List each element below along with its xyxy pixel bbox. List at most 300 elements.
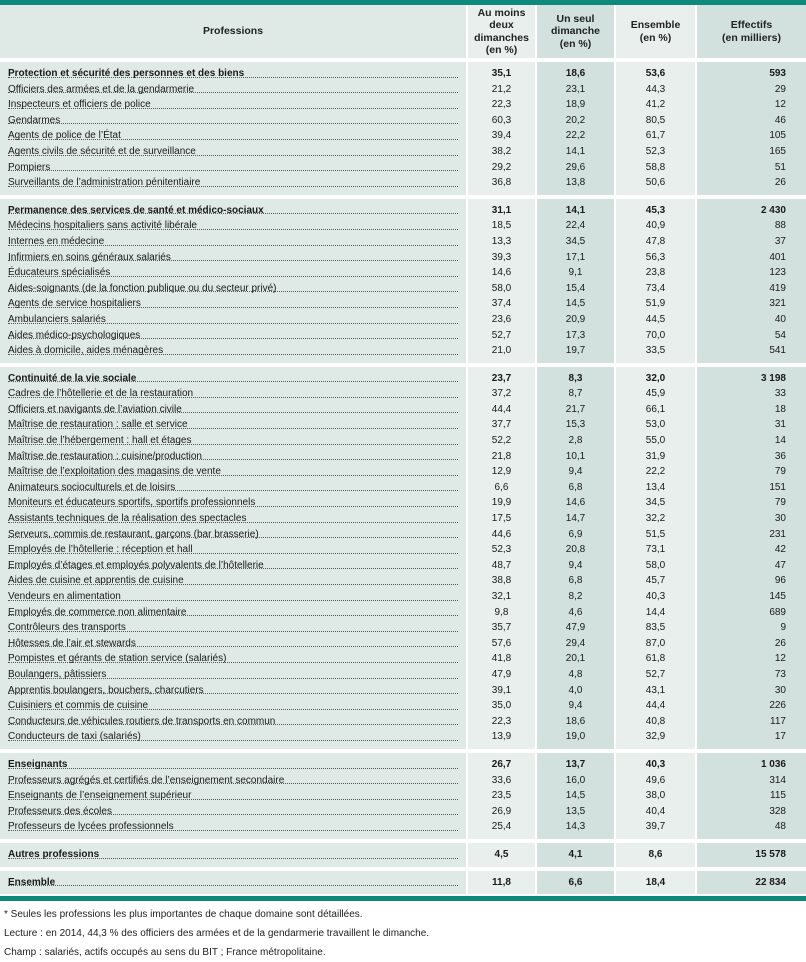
group-total-label bbox=[0, 757, 466, 773]
value-ensemble: 40,4 bbox=[645, 805, 666, 817]
profession-label bbox=[0, 160, 466, 176]
value-one-sunday: 13,7 bbox=[565, 758, 586, 770]
value-two-sundays: 60,3 bbox=[491, 114, 512, 126]
label-leader bbox=[8, 480, 458, 496]
value-ensemble: 31,9 bbox=[645, 450, 666, 462]
value-one-sunday: 22,2 bbox=[565, 130, 586, 142]
value-one-sunday: 29,6 bbox=[565, 161, 586, 173]
label-text: Cuisiniers et commis de cuisine bbox=[8, 700, 149, 712]
header-professions: Professions bbox=[0, 5, 468, 58]
label-text: Agents civils de sécurité et de surveillance bbox=[8, 145, 196, 157]
value-two-sundays: 37,2 bbox=[491, 388, 512, 400]
label-leader bbox=[8, 328, 458, 344]
header-ensemble-line1: Ensemble bbox=[630, 19, 681, 31]
label-leader bbox=[8, 667, 458, 683]
value-effectifs: 314 bbox=[769, 774, 786, 786]
profession-label bbox=[0, 788, 466, 804]
label-leader bbox=[8, 66, 458, 82]
value-one-sunday: 14,5 bbox=[565, 298, 586, 310]
value-effectifs: 226 bbox=[769, 700, 786, 712]
value-ensemble: 22,2 bbox=[645, 466, 666, 478]
table-group bbox=[0, 753, 806, 839]
profession-label bbox=[0, 218, 466, 234]
value-effectifs: 46 bbox=[774, 114, 786, 126]
label-text: Pompistes et gérants de station service (salariés) bbox=[8, 653, 227, 665]
value-one-sunday: 14,3 bbox=[565, 821, 586, 833]
value-effectifs: 541 bbox=[769, 345, 786, 357]
profession-label bbox=[0, 495, 466, 511]
label-text: Vendeurs en alimentation bbox=[8, 591, 121, 602]
value-one-sunday: 13,5 bbox=[565, 805, 586, 817]
label-text: Aides-soignants (de la fonction publique ou du secteur privé) bbox=[8, 282, 277, 294]
profession-label bbox=[0, 97, 466, 113]
column-two-sundays bbox=[468, 367, 537, 749]
value-one-sunday: 9,4 bbox=[568, 466, 583, 478]
column-two-sundays bbox=[468, 871, 537, 895]
label-leader bbox=[8, 312, 458, 328]
value-two-sundays: 39,1 bbox=[491, 684, 512, 696]
column-two-sundays bbox=[468, 199, 537, 363]
group-total-label bbox=[0, 847, 466, 863]
label-leader bbox=[8, 495, 458, 511]
header-two-sundays-line2: dimanches bbox=[474, 31, 529, 44]
label-leader bbox=[8, 97, 458, 113]
value-ensemble: 51,9 bbox=[645, 298, 666, 310]
label-leader bbox=[8, 417, 458, 433]
profession-label bbox=[0, 636, 466, 652]
value-effectifs: 14 bbox=[774, 435, 786, 447]
value-ensemble: 45,3 bbox=[645, 204, 666, 216]
value-one-sunday: 9,4 bbox=[568, 559, 583, 571]
label-text: Assistants techniques de la réalisation des spectacles bbox=[8, 513, 247, 525]
label-leader bbox=[8, 433, 458, 449]
header-effectifs-line1: Effectifs bbox=[730, 19, 773, 31]
value-ensemble: 45,7 bbox=[645, 575, 666, 587]
value-two-sundays: 35,1 bbox=[491, 68, 512, 79]
value-ensemble: 40,3 bbox=[645, 591, 666, 602]
value-ensemble: 43,1 bbox=[645, 684, 666, 696]
value-effectifs: 30 bbox=[774, 684, 786, 696]
value-ensemble: 34,5 bbox=[645, 497, 666, 509]
label-text: Gendarmes bbox=[8, 114, 61, 126]
header-two-sundays-line3: (en %) bbox=[485, 44, 518, 56]
label-text: Aides médico-psychologiques bbox=[8, 329, 141, 341]
value-effectifs: 117 bbox=[770, 715, 786, 727]
profession-label bbox=[0, 250, 466, 266]
value-one-sunday: 10,1 bbox=[565, 450, 586, 462]
group-total-label bbox=[0, 875, 466, 891]
header-effectifs-line2: (en milliers) bbox=[722, 31, 781, 44]
value-two-sundays: 21,0 bbox=[491, 345, 512, 357]
value-effectifs: 73 bbox=[774, 668, 786, 680]
value-two-sundays: 52,3 bbox=[491, 544, 512, 556]
value-effectifs: 689 bbox=[769, 606, 786, 618]
column-ensemble bbox=[616, 367, 697, 749]
profession-label bbox=[0, 651, 466, 667]
value-one-sunday: 23,1 bbox=[565, 83, 586, 95]
label-leader bbox=[8, 714, 458, 730]
label-text: Cadres de l’hôtellerie et de la restauration bbox=[8, 388, 194, 400]
value-two-sundays: 35,7 bbox=[491, 622, 512, 634]
value-one-sunday: 4,8 bbox=[568, 668, 583, 680]
label-leader bbox=[8, 175, 458, 191]
header-one-sunday-line2: dimanche bbox=[550, 25, 600, 38]
value-effectifs: 26 bbox=[774, 177, 786, 189]
value-ensemble: 51,5 bbox=[645, 528, 666, 540]
profession-label bbox=[0, 542, 466, 558]
value-one-sunday: 20,9 bbox=[565, 313, 586, 325]
label-text: Officiers des armées et de la gendarmerie bbox=[8, 83, 195, 95]
label-leader bbox=[8, 757, 458, 773]
value-ensemble: 61,8 bbox=[645, 653, 666, 665]
column-ensemble bbox=[616, 62, 697, 195]
value-ensemble: 8,6 bbox=[648, 848, 663, 860]
profession-label bbox=[0, 343, 466, 359]
value-ensemble: 83,5 bbox=[645, 622, 666, 634]
label-text: Ambulanciers salariés bbox=[8, 313, 106, 325]
value-two-sundays: 13,9 bbox=[491, 731, 512, 743]
table-group bbox=[0, 367, 806, 749]
label-leader bbox=[8, 573, 458, 589]
value-one-sunday: 8,3 bbox=[568, 372, 583, 384]
value-two-sundays: 52,2 bbox=[491, 435, 512, 447]
value-effectifs: 328 bbox=[769, 805, 786, 817]
value-two-sundays: 35,0 bbox=[491, 700, 512, 712]
value-one-sunday: 8,2 bbox=[568, 591, 583, 602]
label-leader bbox=[8, 875, 458, 891]
profession-label bbox=[0, 82, 466, 98]
column-effectifs bbox=[697, 199, 806, 363]
value-one-sunday: 14,6 bbox=[565, 497, 586, 509]
value-one-sunday: 20,1 bbox=[565, 653, 586, 665]
value-effectifs: 47 bbox=[774, 559, 786, 571]
column-one-sunday bbox=[537, 871, 616, 895]
profession-label bbox=[0, 714, 466, 730]
value-one-sunday: 2,8 bbox=[568, 435, 583, 447]
value-two-sundays: 47,9 bbox=[491, 668, 512, 680]
label-leader bbox=[8, 218, 458, 234]
value-effectifs: 401 bbox=[769, 251, 786, 263]
value-ensemble: 53,0 bbox=[645, 419, 666, 431]
value-two-sundays: 31,1 bbox=[491, 204, 512, 216]
label-leader bbox=[8, 651, 458, 667]
column-effectifs bbox=[697, 843, 806, 867]
column-ensemble bbox=[616, 753, 697, 839]
value-effectifs: 593 bbox=[769, 68, 786, 79]
value-two-sundays: 39,3 bbox=[491, 251, 512, 263]
value-two-sundays: 23,7 bbox=[491, 372, 512, 384]
value-ensemble: 41,2 bbox=[645, 99, 666, 111]
label-leader bbox=[8, 82, 458, 98]
value-ensemble: 61,7 bbox=[645, 130, 666, 142]
value-two-sundays: 33,6 bbox=[491, 774, 512, 786]
value-two-sundays: 22,3 bbox=[491, 99, 512, 111]
label-leader bbox=[8, 281, 458, 297]
profession-label bbox=[0, 558, 466, 574]
table-body bbox=[0, 58, 806, 894]
header-two-sundays bbox=[468, 5, 537, 58]
value-effectifs: 22 834 bbox=[755, 876, 786, 888]
label-leader bbox=[8, 144, 458, 160]
column-ensemble bbox=[616, 843, 697, 867]
value-effectifs: 30 bbox=[774, 513, 786, 525]
value-ensemble: 44,3 bbox=[645, 83, 666, 95]
column-profession bbox=[0, 62, 468, 195]
column-ensemble bbox=[616, 199, 697, 363]
value-ensemble: 58,0 bbox=[645, 559, 666, 571]
label-text: Médecins hospitaliers sans activité libérale bbox=[8, 220, 197, 232]
value-effectifs: 123 bbox=[769, 267, 786, 279]
value-effectifs: 37 bbox=[774, 235, 786, 247]
value-ensemble: 52,3 bbox=[645, 145, 666, 157]
profession-label bbox=[0, 128, 466, 144]
value-two-sundays: 29,2 bbox=[491, 161, 512, 173]
value-one-sunday: 14,1 bbox=[565, 204, 586, 216]
value-effectifs: 26 bbox=[774, 637, 786, 649]
profession-label bbox=[0, 265, 466, 281]
profession-label bbox=[0, 573, 466, 589]
value-effectifs: 12 bbox=[774, 99, 786, 111]
label-leader bbox=[8, 113, 458, 129]
value-effectifs: 29 bbox=[774, 83, 786, 95]
column-profession bbox=[0, 367, 468, 749]
value-two-sundays: 39,4 bbox=[491, 130, 512, 142]
value-two-sundays: 52,7 bbox=[491, 329, 512, 341]
label-leader bbox=[8, 683, 458, 699]
profession-label bbox=[0, 480, 466, 496]
value-two-sundays: 21,8 bbox=[491, 450, 512, 462]
value-two-sundays: 21,2 bbox=[491, 83, 512, 95]
value-ensemble: 14,4 bbox=[645, 606, 666, 618]
value-effectifs: 17 bbox=[774, 731, 786, 743]
label-text: Autres professions bbox=[8, 848, 100, 860]
value-ensemble: 47,8 bbox=[645, 235, 666, 247]
value-two-sundays: 22,3 bbox=[491, 715, 512, 727]
value-two-sundays: 25,4 bbox=[491, 821, 512, 833]
label-text: Inspecteurs et officiers de police bbox=[8, 99, 151, 111]
label-text: Serveurs, commis de restaurant, garçons (bar brasserie) bbox=[8, 528, 259, 540]
profession-label bbox=[0, 113, 466, 129]
column-effectifs bbox=[697, 62, 806, 195]
value-effectifs: 96 bbox=[774, 575, 786, 587]
label-text: Maîtrise de restauration : cuisine/production bbox=[8, 450, 202, 462]
value-two-sundays: 44,6 bbox=[491, 528, 512, 540]
value-one-sunday: 29,4 bbox=[565, 637, 586, 649]
value-one-sunday: 20,2 bbox=[565, 114, 586, 126]
value-effectifs: 88 bbox=[774, 220, 786, 232]
label-text: Aides à domicile, aides ménagères bbox=[8, 345, 164, 357]
value-one-sunday: 9,1 bbox=[568, 267, 583, 279]
value-one-sunday: 13,8 bbox=[565, 177, 586, 189]
label-leader bbox=[8, 386, 458, 402]
profession-label bbox=[0, 328, 466, 344]
label-text: Officiers et navigants de l’aviation civile bbox=[8, 403, 182, 415]
label-leader bbox=[8, 804, 458, 820]
column-one-sunday bbox=[537, 843, 616, 867]
value-effectifs: 51 bbox=[774, 161, 786, 173]
header-effectifs bbox=[697, 5, 806, 58]
column-one-sunday bbox=[537, 753, 616, 839]
label-text: Contrôleurs des transports bbox=[8, 622, 126, 634]
value-ensemble: 13,4 bbox=[645, 481, 666, 493]
label-text: Agents de police de l’État bbox=[8, 130, 121, 142]
profession-label bbox=[0, 819, 466, 835]
profession-label bbox=[0, 386, 466, 402]
value-effectifs: 48 bbox=[774, 821, 786, 833]
value-effectifs: 151 bbox=[769, 481, 786, 493]
profession-label bbox=[0, 144, 466, 160]
value-one-sunday: 6,6 bbox=[568, 876, 583, 888]
value-ensemble: 45,9 bbox=[645, 388, 666, 400]
value-two-sundays: 6,6 bbox=[494, 481, 509, 493]
value-ensemble: 40,3 bbox=[645, 758, 666, 770]
value-two-sundays: 32,1 bbox=[491, 591, 512, 602]
value-two-sundays: 18,5 bbox=[491, 220, 512, 232]
value-ensemble: 53,6 bbox=[645, 68, 666, 79]
column-profession bbox=[0, 843, 468, 867]
value-effectifs: 42 bbox=[774, 544, 786, 556]
value-ensemble: 66,1 bbox=[645, 403, 666, 415]
value-one-sunday: 6,8 bbox=[568, 481, 583, 493]
label-leader bbox=[8, 203, 458, 219]
table-notes bbox=[0, 905, 806, 962]
profession-label bbox=[0, 683, 466, 699]
value-ensemble: 55,0 bbox=[645, 435, 666, 447]
label-leader bbox=[8, 464, 458, 480]
label-text: Professeurs des écoles bbox=[8, 805, 112, 817]
label-text: Internes en médecine bbox=[8, 235, 105, 247]
value-ensemble: 38,0 bbox=[645, 790, 666, 802]
value-effectifs: 419 bbox=[769, 282, 786, 294]
label-text: Animateurs socioculturels et de loisirs bbox=[8, 481, 176, 493]
value-effectifs: 15 578 bbox=[755, 848, 786, 860]
value-ensemble: 87,0 bbox=[645, 637, 666, 649]
value-ensemble: 44,5 bbox=[645, 313, 666, 325]
profession-label bbox=[0, 589, 466, 605]
profession-label bbox=[0, 464, 466, 480]
label-leader bbox=[8, 558, 458, 574]
value-one-sunday: 15,3 bbox=[565, 419, 586, 431]
header-ensemble-line2: (en %) bbox=[639, 31, 672, 44]
value-two-sundays: 48,7 bbox=[491, 559, 512, 571]
value-one-sunday: 18,6 bbox=[565, 68, 586, 79]
label-text: Conducteurs de taxi (salariés) bbox=[8, 731, 141, 743]
group-total-label bbox=[0, 371, 466, 387]
label-text: Agents de service hospitaliers bbox=[8, 298, 141, 310]
header-one-sunday-line1: Un seul bbox=[556, 12, 595, 25]
column-one-sunday bbox=[537, 199, 616, 363]
label-leader bbox=[8, 343, 458, 359]
value-one-sunday: 14,7 bbox=[565, 513, 586, 525]
value-effectifs: 31 bbox=[774, 419, 786, 431]
label-leader bbox=[8, 250, 458, 266]
label-text: Conducteurs de véhicules routiers de transports en commun bbox=[8, 715, 276, 727]
value-two-sundays: 11,8 bbox=[492, 876, 511, 888]
label-text: Aides de cuisine et apprentis de cuisine bbox=[8, 575, 184, 587]
value-ensemble: 80,5 bbox=[645, 114, 666, 126]
value-effectifs: 36 bbox=[774, 450, 786, 462]
value-ensemble: 73,1 bbox=[645, 544, 666, 556]
value-one-sunday: 4,0 bbox=[568, 684, 583, 696]
value-effectifs: 12 bbox=[774, 653, 786, 665]
profession-label bbox=[0, 312, 466, 328]
value-effectifs: 145 bbox=[769, 591, 786, 602]
value-one-sunday: 14,5 bbox=[565, 790, 586, 802]
label-leader bbox=[8, 128, 458, 144]
table-group bbox=[0, 843, 806, 867]
profession-label bbox=[0, 698, 466, 714]
value-one-sunday: 47,9 bbox=[565, 622, 586, 634]
value-ensemble: 52,7 bbox=[645, 668, 666, 680]
value-effectifs: 79 bbox=[774, 497, 786, 509]
label-text: Maîtrise de l’hébergement : hall et étages bbox=[8, 435, 192, 447]
value-two-sundays: 37,4 bbox=[491, 298, 512, 310]
label-leader bbox=[8, 234, 458, 250]
value-one-sunday: 8,7 bbox=[568, 388, 583, 400]
value-one-sunday: 18,9 bbox=[565, 99, 586, 111]
profession-label bbox=[0, 729, 466, 745]
value-one-sunday: 21,7 bbox=[565, 403, 586, 415]
value-ensemble: 40,8 bbox=[645, 715, 666, 727]
value-ensemble: 73,4 bbox=[645, 282, 666, 294]
column-one-sunday bbox=[537, 367, 616, 749]
note-champ: Champ : salariés, actifs occupés au sens du BIT ; France métropolitaine. bbox=[4, 947, 326, 959]
label-text: Pompiers bbox=[8, 161, 51, 173]
label-text: Continuité de la vie sociale bbox=[8, 372, 137, 384]
value-one-sunday: 14,1 bbox=[565, 145, 586, 157]
value-one-sunday: 19,0 bbox=[565, 731, 586, 743]
group-total-label bbox=[0, 66, 466, 82]
value-ensemble: 32,0 bbox=[645, 372, 666, 384]
value-one-sunday: 6,8 bbox=[568, 575, 583, 587]
column-two-sundays bbox=[468, 753, 537, 839]
label-leader bbox=[8, 698, 458, 714]
label-text: Surveillants de l’administration pénitentiaire bbox=[8, 177, 201, 189]
profession-label bbox=[0, 620, 466, 636]
note-lecture: Lecture : en 2014, 44,3 % des officiers des armées et de la gendarmerie travaillent le dimanche. bbox=[4, 928, 430, 940]
value-two-sundays: 38,8 bbox=[491, 575, 512, 587]
value-ensemble: 32,2 bbox=[645, 513, 666, 525]
value-two-sundays: 19,9 bbox=[491, 497, 512, 509]
label-leader bbox=[8, 402, 458, 418]
value-two-sundays: 26,7 bbox=[491, 758, 512, 770]
value-one-sunday: 16,0 bbox=[565, 774, 586, 786]
label-leader bbox=[8, 160, 458, 176]
value-effectifs: 40 bbox=[774, 313, 786, 325]
column-profession bbox=[0, 871, 468, 895]
label-text: Permanence des services de santé et médico-sociaux bbox=[8, 204, 264, 216]
label-text: Employés d’étages et employés polyvalents de l’hôtellerie bbox=[8, 559, 264, 571]
profession-label bbox=[0, 511, 466, 527]
value-one-sunday: 17,3 bbox=[565, 329, 586, 341]
value-ensemble: 70,0 bbox=[645, 329, 666, 341]
label-leader bbox=[8, 542, 458, 558]
value-ensemble: 58,8 bbox=[645, 161, 666, 173]
profession-label bbox=[0, 234, 466, 250]
profession-label bbox=[0, 605, 466, 621]
value-two-sundays: 44,4 bbox=[491, 403, 512, 415]
value-ensemble: 18,4 bbox=[645, 876, 666, 888]
label-text: Apprentis boulangers, bouchers, charcutiers bbox=[8, 684, 204, 696]
value-ensemble: 32,9 bbox=[645, 731, 666, 743]
value-one-sunday: 6,9 bbox=[568, 528, 583, 540]
label-leader bbox=[8, 773, 458, 789]
label-text: Employés de l’hôtellerie : réception et hall bbox=[8, 544, 193, 556]
value-one-sunday: 15,4 bbox=[565, 282, 586, 294]
value-two-sundays: 9,8 bbox=[494, 606, 509, 618]
value-two-sundays: 14,6 bbox=[491, 267, 512, 279]
value-one-sunday: 9,4 bbox=[568, 700, 583, 712]
